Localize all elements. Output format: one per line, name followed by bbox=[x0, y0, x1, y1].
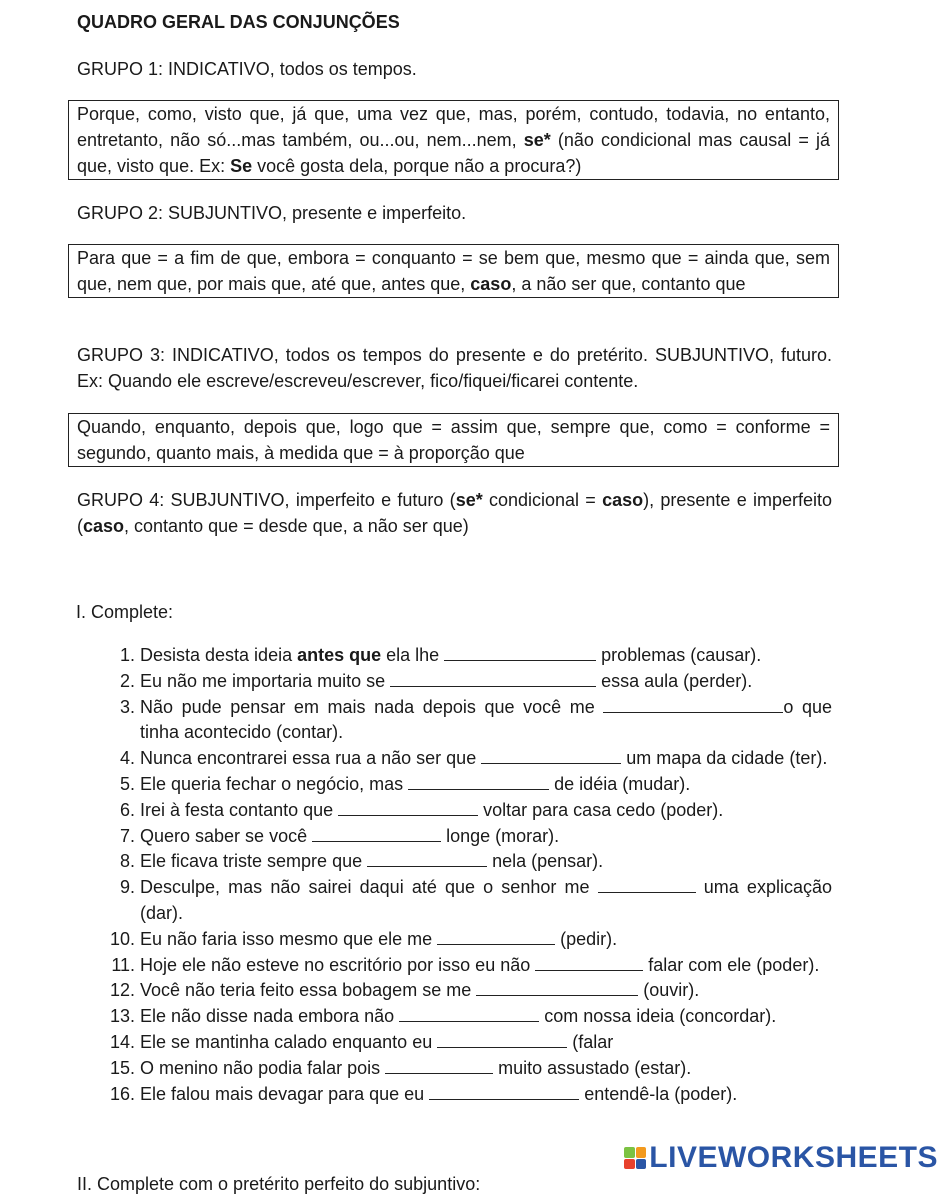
answer-blank[interactable] bbox=[437, 929, 555, 945]
exercise-item-15: 15. O menino não podia falar pois muito assustado (estar). bbox=[140, 1056, 832, 1082]
exercise-item-1: 1. Desista desta ideia antes que ela lhe problemas (causar). bbox=[140, 643, 832, 669]
exercise-item-13: 13. Ele não disse nada embora não com nossa ideia (concordar). bbox=[140, 1004, 832, 1030]
group1-heading: GRUPO 1: INDICATIVO, todos os tempos. bbox=[77, 59, 417, 79]
liveworksheets-watermark bbox=[624, 1141, 938, 1175]
exercise-list bbox=[77, 643, 832, 1107]
exercise-item-4: 4. Nunca encontrarei essa rua a não ser que um mapa da cidade (ter). bbox=[140, 746, 832, 772]
watermark-text: LIVEWORKSHEETS bbox=[649, 1141, 938, 1174]
answer-blank[interactable] bbox=[367, 851, 487, 867]
answer-blank[interactable] bbox=[444, 645, 596, 661]
group2-heading: GRUPO 2: SUBJUNTIVO, presente e imperfeito. bbox=[77, 203, 467, 223]
answer-blank[interactable] bbox=[476, 980, 638, 996]
exercise-item-16: 16. Ele falou mais devagar para que eu entendê-la (poder). bbox=[140, 1082, 832, 1108]
answer-blank[interactable] bbox=[338, 800, 478, 816]
answer-blank[interactable] bbox=[399, 1006, 539, 1022]
exercise-heading: I. Complete: bbox=[76, 602, 174, 622]
page-title: QUADRO GERAL DAS CONJUNÇÕES bbox=[77, 12, 400, 32]
exercise-item-3: 3. Não pude pensar em mais nada depois que você me o que tinha acontecido (contar). bbox=[140, 695, 832, 747]
group3-box: Quando, enquanto, depois que, logo que = assim que, sempre que, como = conforme = segundo, quanto mais, à medida que = à proporção que bbox=[68, 413, 839, 467]
exercise-item-9: 9. Desculpe, mas não sairei daqui até que o senhor me uma explicação (dar). bbox=[140, 875, 832, 927]
next-exercise-heading: II. Complete com o pretérito perfeito do subjuntivo: bbox=[77, 1174, 481, 1194]
group4-text: GRUPO 4: SUBJUNTIVO, imperfeito e futuro (se* condicional = caso), presente e imperfeito (caso, contanto que = desde que, a não ser que) bbox=[77, 490, 833, 536]
exercise-item-10: 10. Eu não faria isso mesmo que ele me (pedir). bbox=[140, 927, 832, 953]
exercise-item-6: 6. Irei à festa contanto que voltar para casa cedo (poder). bbox=[140, 798, 832, 824]
answer-blank[interactable] bbox=[429, 1084, 579, 1100]
exercise-item-11: 11. Hoje ele não esteve no escritório por isso eu não falar com ele (poder). bbox=[140, 953, 832, 979]
answer-blank[interactable] bbox=[385, 1058, 493, 1074]
exercise-item-5: 5. Ele queria fechar o negócio, mas de idéia (mudar). bbox=[140, 772, 832, 798]
exercise-item-2: 2. Eu não me importaria muito se essa aula (perder). bbox=[140, 669, 832, 695]
answer-blank[interactable] bbox=[598, 877, 696, 893]
answer-blank[interactable] bbox=[535, 955, 643, 971]
exercise-item-14: 14. Ele se mantinha calado enquanto eu (falar bbox=[140, 1030, 832, 1056]
answer-blank[interactable] bbox=[603, 697, 783, 713]
exercise-item-7: 7. Quero saber se você longe (morar). bbox=[140, 824, 832, 850]
group3-heading: GRUPO 3: INDICATIVO, todos os tempos do presente e do pretérito. SUBJUNTIVO, futuro. Ex: Quando ele escreve/escreveu/escrever, fico/fiquei/ficarei contente. bbox=[77, 345, 832, 391]
answer-blank[interactable] bbox=[481, 748, 621, 764]
group1-box: Porque, como, visto que, já que, uma vez que, mas, porém, contudo, todavia, no entanto, entretanto, não só...mas também, ou...ou, nem...nem, se* (não condicional mas causal = já que, visto que. Ex: Se você gosta dela, porque não a procura?) bbox=[68, 100, 839, 180]
answer-blank[interactable] bbox=[390, 671, 596, 687]
answer-blank[interactable] bbox=[437, 1032, 567, 1048]
group2-box: Para que = a fim de que, embora = conquanto = se bem que, mesmo que = ainda que, sem que, nem que, por mais que, até que, antes que, caso, a não ser que, contanto que bbox=[68, 244, 839, 298]
exercise-item-8: 8. Ele ficava triste sempre que nela (pensar). bbox=[140, 849, 832, 875]
liveworksheets-logo-icon bbox=[624, 1147, 646, 1169]
exercise-item-12: 12. Você não teria feito essa bobagem se me (ouvir). bbox=[140, 978, 832, 1004]
answer-blank[interactable] bbox=[312, 826, 441, 842]
answer-blank[interactable] bbox=[408, 774, 549, 790]
